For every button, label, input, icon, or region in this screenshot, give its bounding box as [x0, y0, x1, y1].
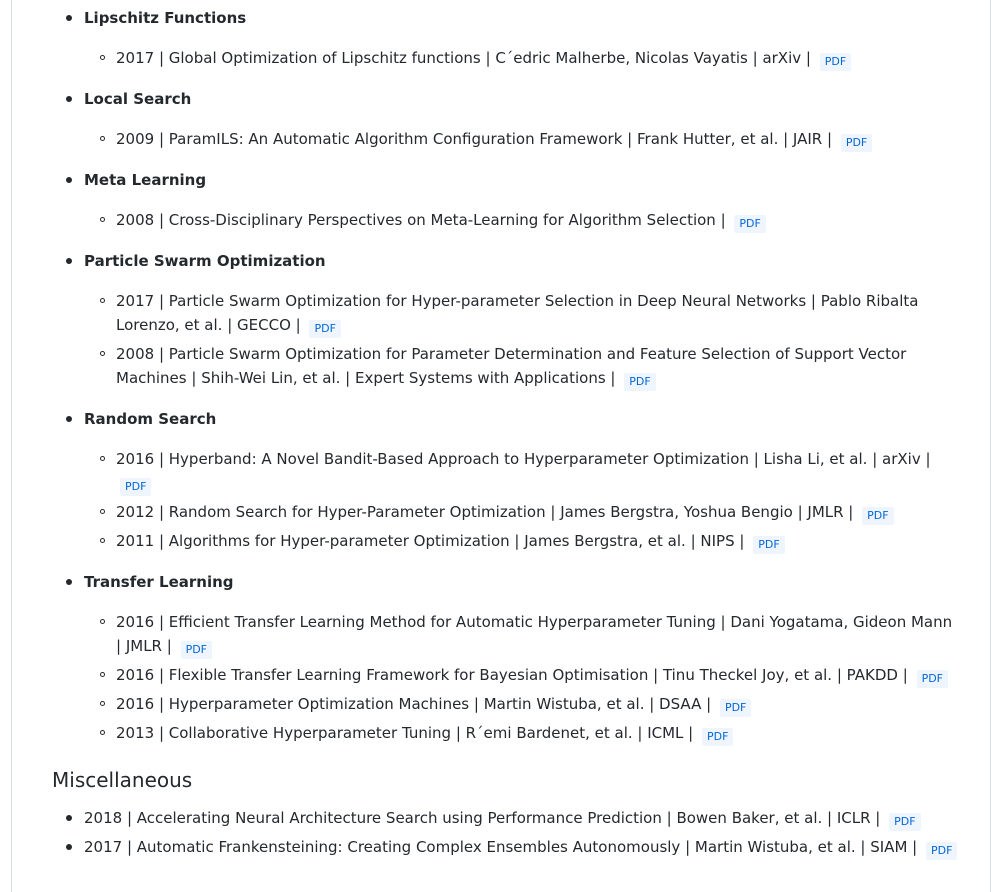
- paper-item: [84, 447, 958, 496]
- paper-list: [84, 289, 958, 391]
- topic-list: [52, 6, 958, 746]
- circle-bullet-icon: [100, 351, 105, 356]
- paper-citation: 2017 | Particle Swarm Optimization for Hyper-parameter Selection in Deep Neural Networks | Pablo Ribalta Lorenzo, et al. | GECCO |: [116, 292, 919, 334]
- paper-item: [52, 806, 958, 831]
- circle-bullet-icon: [100, 55, 105, 60]
- pdf-link[interactable]: PDF: [309, 320, 340, 338]
- pdf-link[interactable]: PDF: [702, 728, 733, 746]
- pdf-link[interactable]: PDF: [841, 134, 872, 152]
- pdf-link[interactable]: PDF: [624, 373, 655, 391]
- disc-bullet-icon: [66, 416, 72, 422]
- paper-item: [84, 610, 958, 659]
- circle-bullet-icon: [100, 672, 105, 677]
- disc-bullet-icon: [66, 815, 72, 821]
- topic-item: [52, 87, 958, 152]
- paper-citation: 2011 | Algorithms for Hyper-parameter Optimization | James Bergstra, et al. | NIPS |: [116, 532, 745, 550]
- content-area: [52, 6, 958, 864]
- paper-item: [84, 208, 958, 233]
- pdf-link[interactable]: PDF: [820, 53, 851, 71]
- misc-paper-list: [52, 806, 958, 860]
- disc-bullet-icon: [66, 96, 72, 102]
- circle-bullet-icon: [100, 298, 105, 303]
- circle-bullet-icon: [100, 217, 105, 222]
- paper-list: [84, 447, 958, 554]
- paper-list: [84, 610, 958, 746]
- topic-title: Transfer Learning: [84, 573, 234, 591]
- paper-citation: 2012 | Random Search for Hyper-Parameter Optimization | James Bergstra, Yoshua Bengio | JMLR |: [116, 503, 854, 521]
- paper-item: [84, 289, 958, 338]
- paper-item: [84, 127, 958, 152]
- paper-item: [84, 46, 958, 71]
- disc-bullet-icon: [66, 844, 72, 850]
- paper-list: [84, 127, 958, 152]
- pdf-link[interactable]: PDF: [734, 215, 765, 233]
- paper-citation: 2013 | Collaborative Hyperparameter Tuning | R´emi Bardenet, et al. | ICML |: [116, 724, 694, 742]
- circle-bullet-icon: [100, 701, 105, 706]
- topic-title: Random Search: [84, 410, 217, 428]
- disc-bullet-icon: [66, 15, 72, 21]
- topic-item: [52, 6, 958, 71]
- circle-bullet-icon: [100, 619, 105, 624]
- paper-item: [84, 721, 958, 746]
- disc-bullet-icon: [66, 258, 72, 264]
- circle-bullet-icon: [100, 136, 105, 141]
- paper-citation: 2017 | Global Optimization of Lipschitz functions | C´edric Malherbe, Nicolas Vayatis | arXiv |: [116, 49, 811, 67]
- pdf-link[interactable]: PDF: [120, 478, 151, 496]
- topic-title: Particle Swarm Optimization: [84, 252, 326, 270]
- circle-bullet-icon: [100, 509, 105, 514]
- paper-item: [84, 663, 958, 688]
- topic-title: Local Search: [84, 90, 192, 108]
- paper-item: [52, 835, 958, 860]
- paper-citation: 2017 | Automatic Frankensteining: Creating Complex Ensembles Autonomously | Martin Wistuba, et al. | SIAM |: [84, 838, 918, 856]
- paper-item: [84, 529, 958, 554]
- pdf-link[interactable]: PDF: [181, 641, 212, 659]
- paper-citation: 2008 | Particle Swarm Optimization for Parameter Determination and Feature Selection of Support Vector Machines | Shih-Wei Lin, et al. | Expert Systems with Applications |: [116, 345, 907, 387]
- topic-title: Lipschitz Functions: [84, 9, 247, 27]
- topic-title: Meta Learning: [84, 171, 207, 189]
- paper-citation: 2016 | Hyperparameter Optimization Machines | Martin Wistuba, et al. | DSAA |: [116, 695, 712, 713]
- left-border: [11, 0, 12, 892]
- pdf-link[interactable]: PDF: [889, 813, 920, 831]
- paper-citation: 2009 | ParamILS: An Automatic Algorithm Configuration Framework | Frank Hutter, et al. | JAIR |: [116, 130, 833, 148]
- pdf-link[interactable]: PDF: [926, 842, 957, 860]
- pdf-link[interactable]: PDF: [917, 670, 948, 688]
- circle-bullet-icon: [100, 456, 105, 461]
- section-heading-miscellaneous: Miscellaneous: [52, 768, 193, 792]
- paper-item: [84, 500, 958, 525]
- pdf-link[interactable]: PDF: [753, 536, 784, 554]
- paper-list: [84, 208, 958, 233]
- circle-bullet-icon: [100, 730, 105, 735]
- paper-list: [84, 46, 958, 71]
- disc-bullet-icon: [66, 177, 72, 183]
- topic-item: [52, 168, 958, 233]
- paper-citation: 2018 | Accelerating Neural Architecture Search using Performance Prediction | Bowen Baker, et al. | ICLR |: [84, 809, 881, 827]
- paper-citation: 2016 | Hyperband: A Novel Bandit-Based Approach to Hyperparameter Optimization | Lisha Li, et al. | arXiv |: [116, 450, 931, 468]
- paper-item: [84, 692, 958, 717]
- paper-citation: 2016 | Flexible Transfer Learning Framework for Bayesian Optimisation | Tinu Theckel Joy, et al. | PAKDD |: [116, 666, 908, 684]
- pdf-link[interactable]: PDF: [862, 507, 893, 525]
- topic-item: [52, 407, 958, 554]
- paper-citation: 2008 | Cross-Disciplinary Perspectives on Meta-Learning for Algorithm Selection |: [116, 211, 726, 229]
- disc-bullet-icon: [66, 579, 72, 585]
- right-border: [990, 0, 991, 892]
- paper-citation: 2016 | Efficient Transfer Learning Method for Automatic Hyperparameter Tuning | Dani Yogatama, Gideon Mann | JMLR |: [116, 613, 953, 655]
- circle-bullet-icon: [100, 538, 105, 543]
- paper-item: [84, 342, 958, 391]
- topic-item: [52, 570, 958, 746]
- pdf-link[interactable]: PDF: [720, 699, 751, 717]
- topic-item: [52, 249, 958, 391]
